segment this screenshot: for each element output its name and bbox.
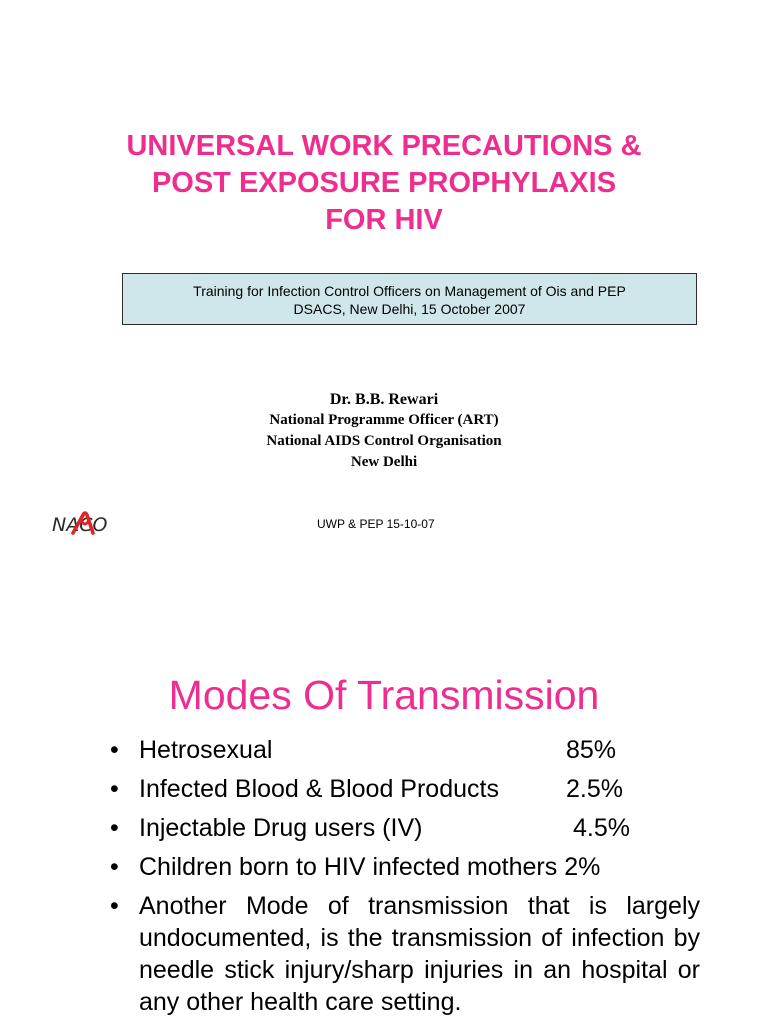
bullet-label: Injectable Drug users (IV): [139, 814, 423, 842]
modes-of-transmission-slide: [0, 600, 768, 1024]
author-organisation: National AIDS Control Organisation: [266, 433, 502, 449]
bullet-item: [110, 773, 700, 812]
bullet-dot-icon: •: [110, 736, 119, 764]
bullet-item: [110, 851, 700, 890]
training-info-line-1: Training for Infection Control Officers on Management of Ois and PEP: [193, 283, 626, 299]
bullet-label: Children born to HIV infected mothers 2%: [139, 853, 601, 881]
author-city: New Delhi: [350, 454, 418, 470]
author-block: [0, 390, 768, 473]
bullet-item: [110, 890, 700, 1018]
title-line-3: FOR HIV: [325, 204, 443, 236]
bullet-value: 2.5%: [566, 775, 623, 803]
bullet-item: [110, 812, 700, 851]
title-line-1: UNIVERSAL WORK PRECAUTIONS &: [126, 130, 642, 162]
training-info-line-2: DSACS, New Delhi, 15 October 2007: [293, 301, 526, 317]
bullet-dot-icon: •: [110, 853, 119, 881]
author-name: Dr. B.B. Rewari: [329, 391, 439, 408]
training-info-box: [122, 273, 697, 325]
naco-logo-text: NACO: [52, 514, 108, 536]
bullet-dot-icon: •: [110, 814, 119, 842]
title-line-2: POST EXPOSURE PROPHYLAXIS: [151, 167, 617, 199]
bullet-item: [110, 734, 700, 773]
slide-heading: Modes Of Transmission: [168, 672, 600, 718]
bullet-label: Hetrosexual: [139, 736, 273, 764]
bullet-dot-icon: •: [110, 892, 119, 920]
naco-logo: [50, 506, 130, 542]
author-role: National Programme Officer (ART): [269, 412, 499, 428]
bullet-value: 85%: [566, 736, 617, 764]
bullet-label: Another Mode of transmission that is largely undocumented, is the transmission of infection by needle stick injury/sharp injuries in an hospital or any other health care setting.: [139, 892, 700, 1016]
bullet-dot-icon: •: [110, 775, 119, 803]
bullet-label: Infected Blood & Blood Products: [139, 775, 499, 803]
bullet-value: 4.5%: [573, 814, 630, 842]
slide-footer: UWP & PEP 15-10-07: [317, 517, 435, 531]
slide-title: [0, 128, 768, 239]
bullet-list: [110, 734, 700, 1018]
